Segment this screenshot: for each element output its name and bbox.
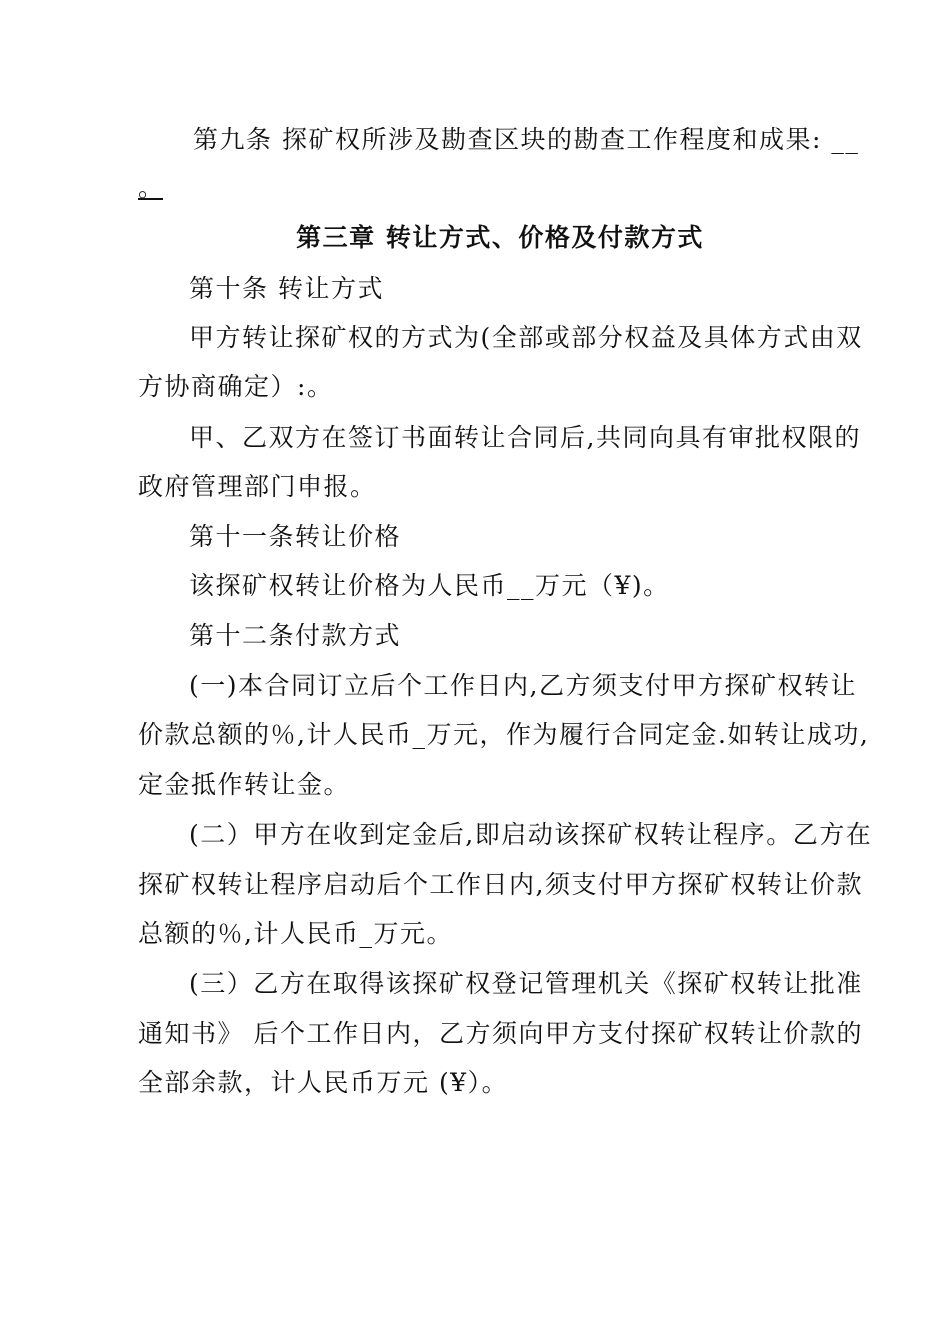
paragraph-line: (一)本合同订立后个工作日内,乙方须支付甲方探矿权转让 (189, 671, 857, 700)
paragraph-line: 定金抵作转让金。 (138, 770, 351, 799)
article-10-heading: 第十条 转让方式 (189, 274, 384, 303)
chapter-3-heading: 第三章 转让方式、价格及付款方式 (296, 223, 704, 252)
paragraph-line: (三）乙方在取得该探矿权登记管理机关《探矿权转让批准 (189, 969, 863, 998)
paragraph-line: 该探矿权转让价格为人民币__万元（¥)。 (189, 571, 670, 600)
article-12-heading: 第十二条付款方式 (189, 621, 402, 650)
paragraph-line: (二）甲方在收到定金后,即启动该探矿权转让程序。乙方在 (189, 820, 873, 849)
paragraph-line: 价款总额的％,计人民币_万元，作为履行合同定金.如转让成功, (138, 720, 870, 749)
article-9-line: 第九条 探矿权所涉及勘查区块的勘查工作程度和成果: __ (193, 125, 860, 154)
paragraph-line: 甲、乙双方在签订书面转让合同后,共同向具有审批权限的 (189, 423, 861, 452)
paragraph-line: 方协商确定）:。 (138, 372, 334, 401)
article-11-heading: 第十一条转让价格 (189, 522, 402, 551)
paragraph-line: 全部余款，计人民币万元 (¥）。 (138, 1068, 509, 1097)
paragraph-line: 通知书》 后个工作日内，乙方须向甲方支付探矿权转让价款的 (138, 1019, 863, 1048)
paragraph-line: 总额的％,计人民币_万元。 (138, 919, 453, 948)
article-9-continuation: 。 (138, 173, 164, 202)
paragraph-line: 甲方转让探矿权的方式为(全部或部分权益及具体方式由双 (189, 323, 863, 352)
paragraph-line: 政府管理部门申报。 (138, 472, 377, 501)
paragraph-line: 探矿权转让程序启动后个工作日内,须支付甲方探矿权转让价款 (138, 870, 863, 899)
